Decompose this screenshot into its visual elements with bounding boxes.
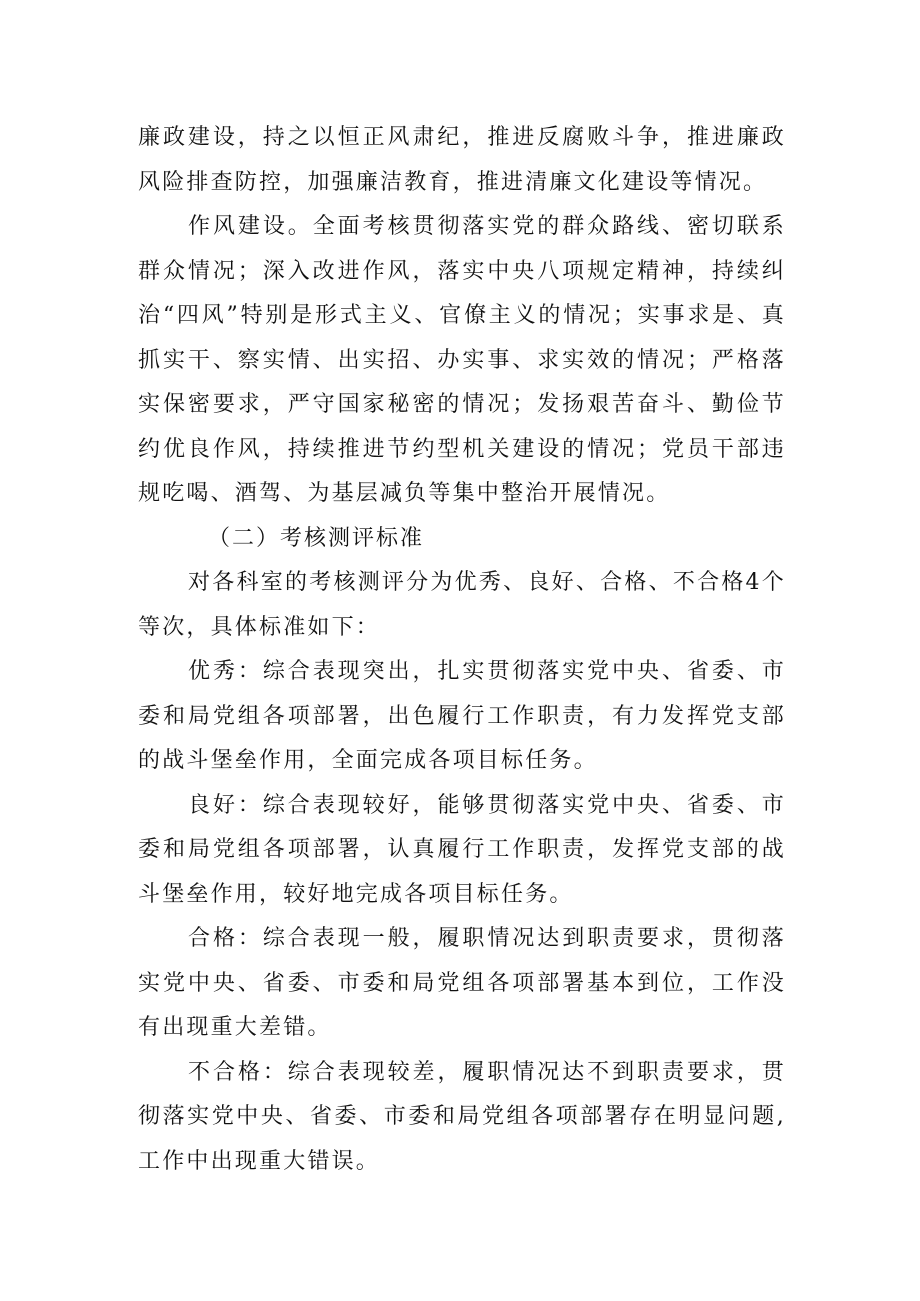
paragraph-integrity-continued: 廉政建设，持之以恒正风肃纪，推进反腐败斗争，推进廉政风险排查防控，加强廉洁教育，推进清廉文化建设等情况。 [138,125,786,195]
paragraph-grade-unqualified: 不合格：综合表现较差，履职情况达不到职责要求，贯彻落实党中央、省委、市委和局党组各项部署存在明显问题,工作中出现重大错误。 [138,1059,786,1174]
paragraph-grading-intro: 对各科室的考核测评分为优秀、良好、合格、不合格4个等次，具体标准如下： [138,570,786,640]
section-heading-evaluation-criteria: （二）考核测评标准 [208,525,425,551]
paragraph-grade-good: 良好：综合表现较好，能够贯彻落实党中央、省委、市委和局党组各项部署，认真履行工作职责，发挥党支部的战斗堡垒作用，较好地完成各项目标任务。 [138,792,786,907]
paragraph-grade-excellent: 优秀：综合表现突出，扎实贯彻落实党中央、省委、市委和局党组各项部署，出色履行工作职责，有力发挥党支部的战斗堡垒作用，全面完成各项目标任务。 [138,659,786,773]
paragraph-work-style: 作风建设。全面考核贯彻落实党的群众路线、密切联系群众情况；深入改进作风，落实中央八项规定精神，持续纠治“四风”特别是形式主义、官僚主义的情况；实事求是、真抓实干、察实情、出实招、办实事、求实效的情况；严格落实保密要求，严守国家秘密的情况；发扬艰苦奋斗、勤俭节约优良作风，持续推进节约型机关建设的情况；党员干部违规吃喝、酒驾、为基层减负等集中整治开展情况。 [138,214,786,506]
document-body [138,116,786,1184]
paragraph-grade-qualified: 合格：综合表现一般，履职情况达到职责要求，贯彻落实党中央、省委、市委和局党组各项部署基本到位，工作没有出现重大差错。 [138,926,786,1040]
